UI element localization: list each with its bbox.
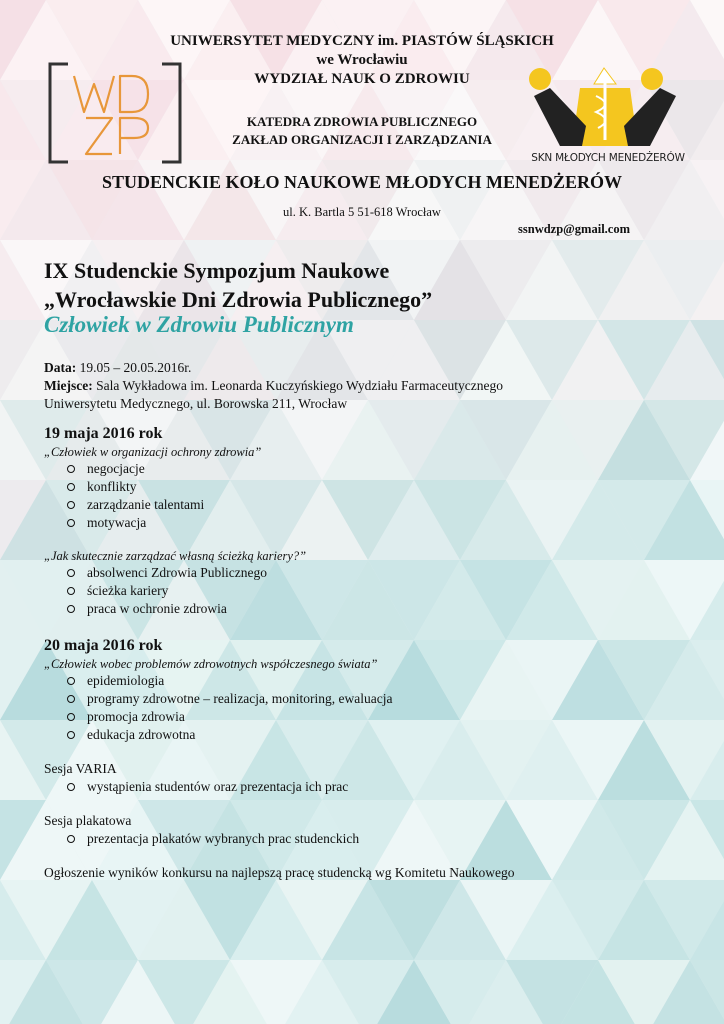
department-name: KATEDRA ZDROWIA PUBLICZNEGO <box>246 114 478 129</box>
list-item: promocja zdrowia <box>67 708 684 726</box>
faculty-name: WYDZIAŁ NAUK O ZDROWIU <box>254 71 470 87</box>
list-item: praca w ochronie zdrowia <box>67 600 684 618</box>
unit-name: ZAKŁAD ORGANIZACJI I ZARZĄDZANIA <box>232 132 492 147</box>
wdzp-logo <box>46 60 184 166</box>
place-label: Miejsce: <box>44 378 93 393</box>
event-date <box>44 359 503 377</box>
event-place-cont: Uniwersytetu Medycznego, ul. Borowska 211, Wrocław <box>44 396 348 411</box>
event-details <box>44 359 503 413</box>
list-item: epidemiologia <box>67 672 684 690</box>
date-value: 19.05 – 20.05.2016r. <box>76 360 192 375</box>
symposium-name: „Wrocławskie Dni Zdrowia Publicznego” <box>44 287 433 312</box>
club-email: ssnwdzp@gmail.com <box>518 222 630 236</box>
poster-title: Sesja plakatowa <box>44 813 132 828</box>
day1-topic1-list <box>44 460 684 532</box>
university-name: UNIWERSYTET MEDYCZNY im. PIASTÓW ŚLĄSKICH <box>170 33 554 49</box>
closing-note: Ogłoszenie wyników konkursu na najlepszą pracę studencką wg Komitetu Naukowego <box>44 865 515 880</box>
poster-list <box>44 830 684 848</box>
club-address: ul. K. Bartla 5 51-618 Wrocław <box>283 205 441 219</box>
symposium-edition: IX Studenckie Sympozjum Naukowe <box>44 258 390 283</box>
varia-list <box>44 778 684 796</box>
day2-topic1: „Człowiek wobec problemów zdrowotnych współczesnego świata” <box>44 657 378 671</box>
club-name: STUDENCKIE KOŁO NAUKOWE MŁODYCH MENEDŻERÓW <box>101 172 623 192</box>
university-city: we Wrocławiu <box>316 52 408 68</box>
day2-title: 20 maja 2016 rok <box>44 637 163 654</box>
list-item: prezentacja plakatów wybranych prac studenckich <box>67 830 684 848</box>
day1-topic1: „Człowiek w organizacji ochrony zdrowia” <box>44 445 262 459</box>
day1-topic2: „Jak skutecznie zarządzać własną ścieżką kariery?” <box>44 549 307 563</box>
list-item: zarządzanie talentami <box>67 496 684 514</box>
list-item: konflikty <box>67 478 684 496</box>
day2-topic1-list <box>44 672 684 744</box>
skn-emblem-icon <box>520 66 690 152</box>
day1-title: 19 maja 2016 rok <box>44 425 163 442</box>
event-place <box>44 377 503 395</box>
symposium-theme: Człowiek w Zdrowiu Publicznym <box>44 312 354 337</box>
list-item: absolwenci Zdrowia Publicznego <box>67 564 684 582</box>
list-item: negocjacje <box>67 460 684 478</box>
symposium-title <box>44 256 432 314</box>
date-label: Data: <box>44 360 77 375</box>
list-item: ścieżka kariery <box>67 582 684 600</box>
program <box>44 424 684 882</box>
skn-logo <box>520 66 690 176</box>
place-value: Sala Wykładowa im. Leonarda Kuczyńskiego Wydziału Farmaceutycznego <box>92 378 503 393</box>
varia-title: Sesja VARIA <box>44 761 117 776</box>
list-item: edukacja zdrowotna <box>67 726 684 744</box>
list-item: motywacja <box>67 514 684 532</box>
day1-topic2-list <box>44 564 684 618</box>
skn-caption: SKN MŁODYCH MENEDŻERÓW <box>531 152 685 164</box>
list-item: programy zdrowotne – realizacja, monitoring, ewaluacja <box>67 690 684 708</box>
list-item: wystąpienia studentów oraz prezentacja ich prac <box>67 778 684 796</box>
